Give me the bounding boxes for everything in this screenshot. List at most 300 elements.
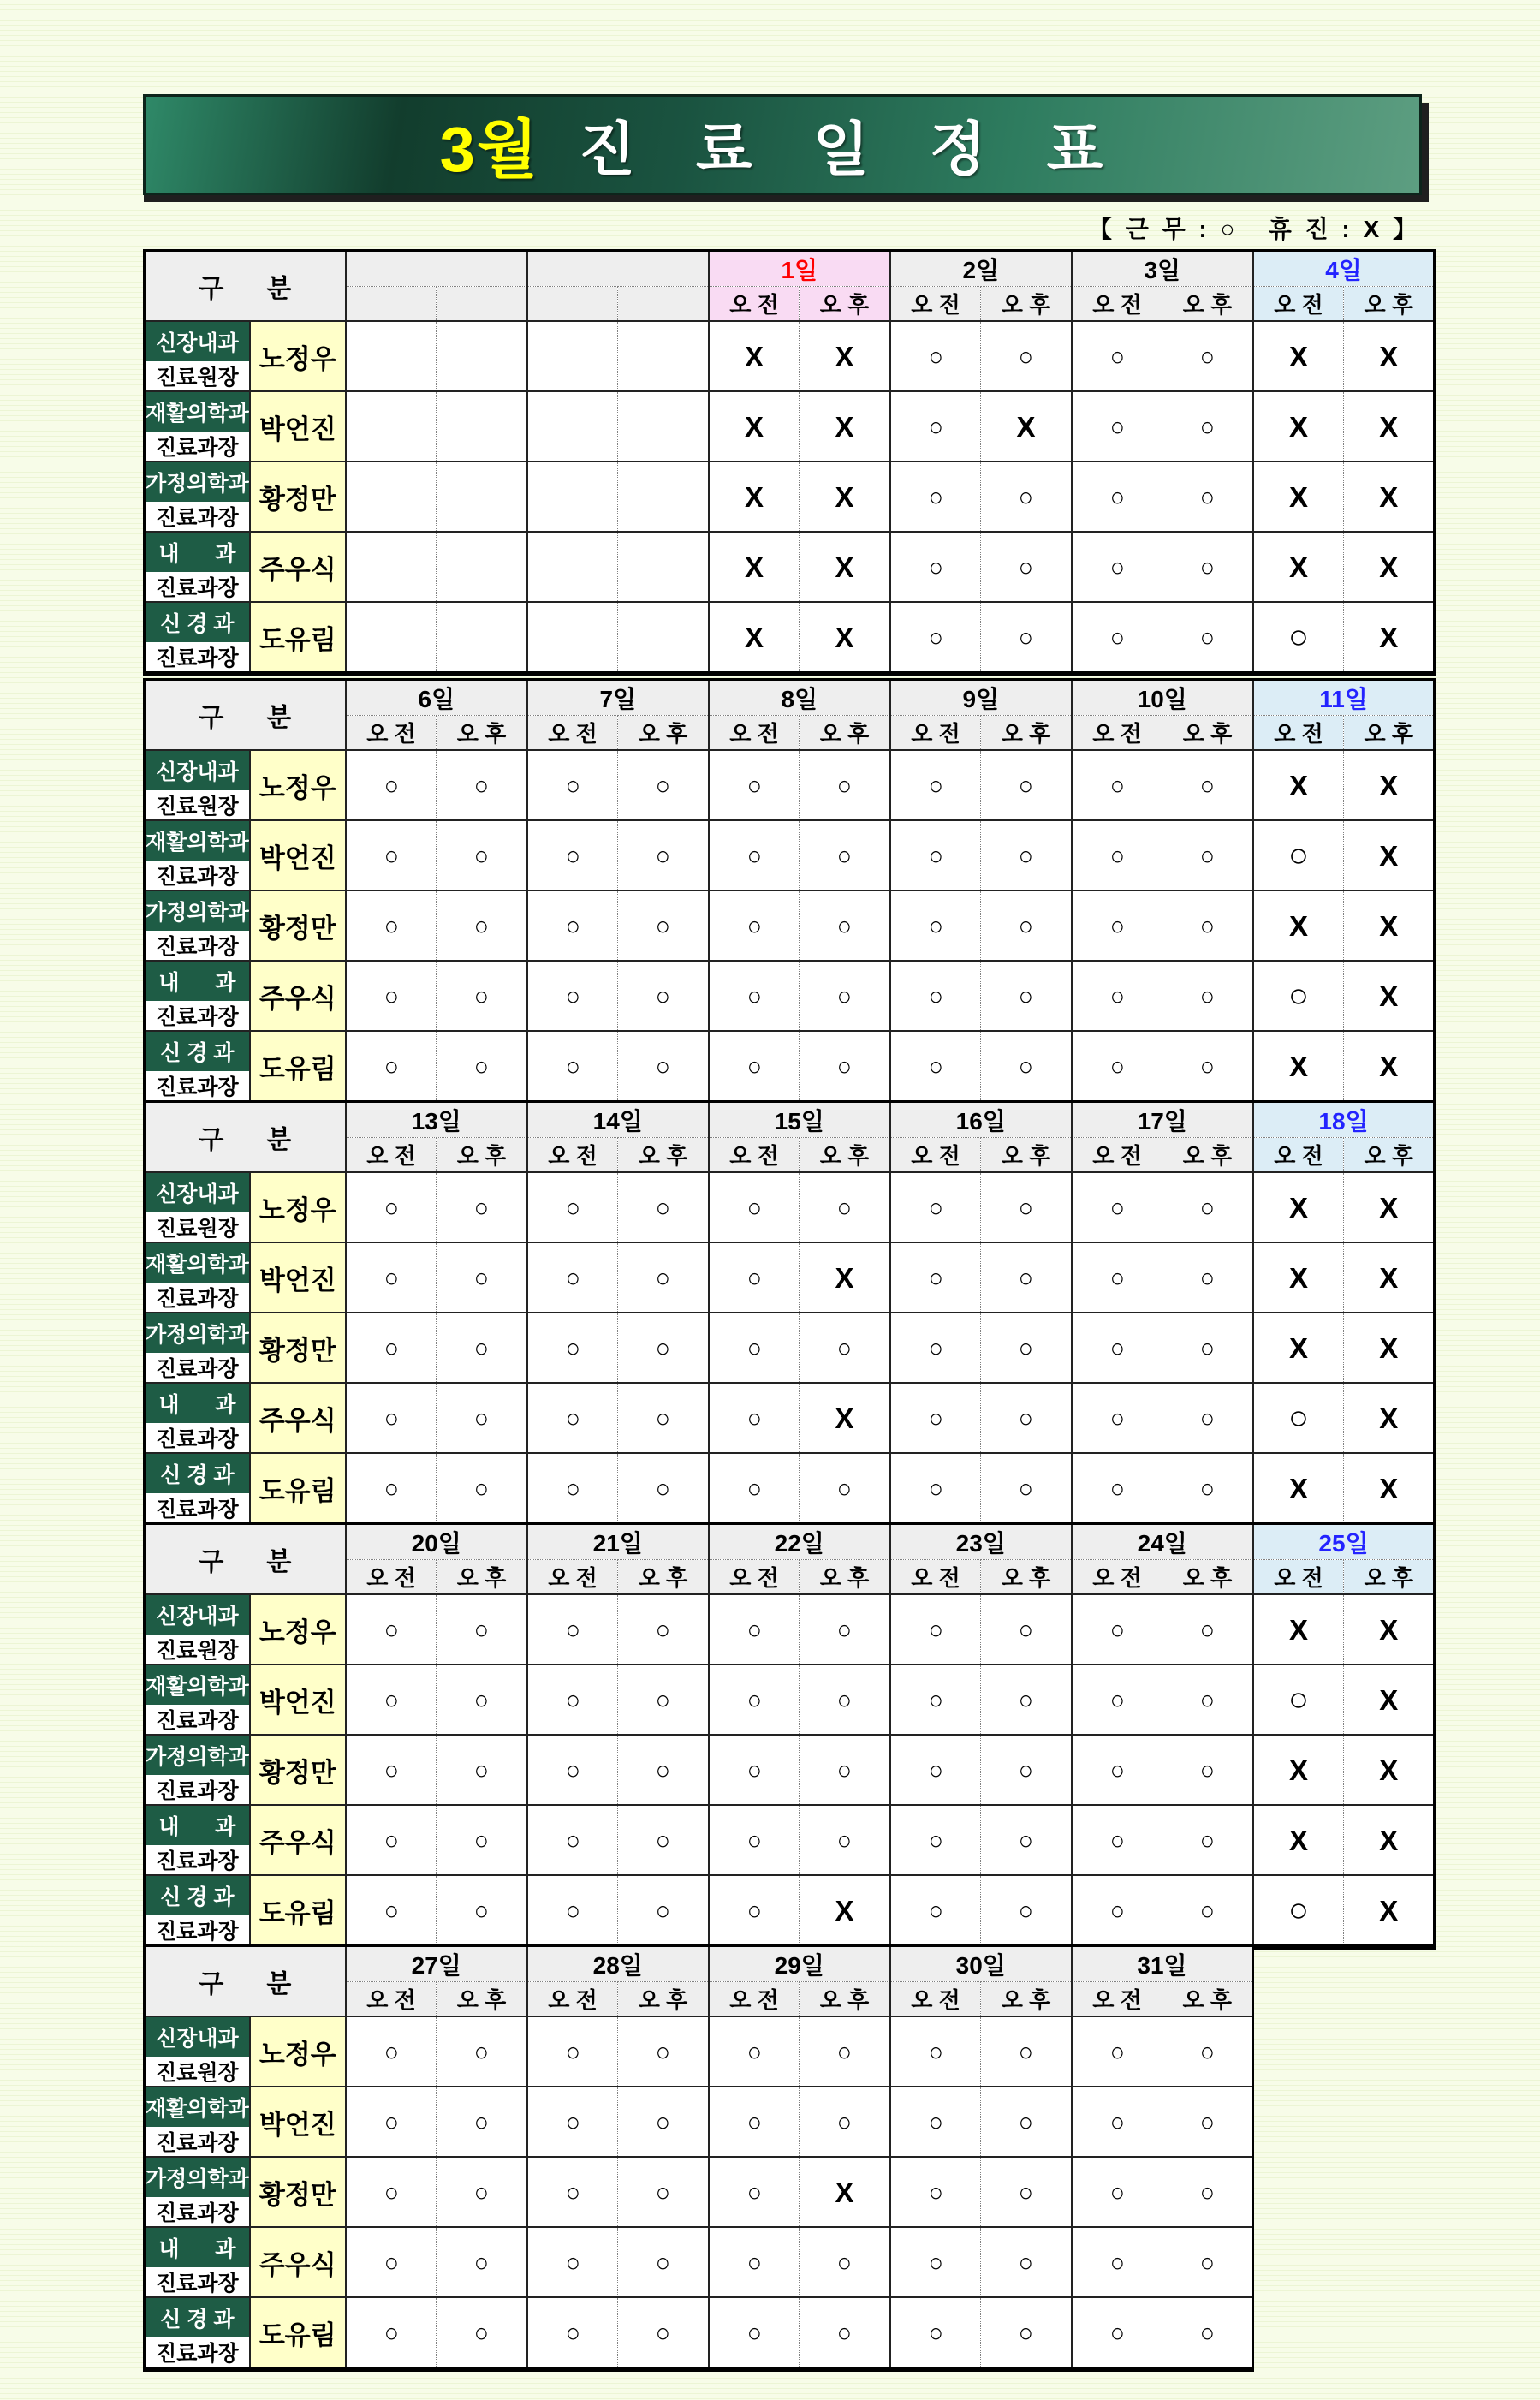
mark-cell: [618, 1031, 709, 1103]
mark-cell: [437, 1805, 527, 1875]
day-header-30일: 30일: [890, 1946, 1072, 1982]
work-mark: ○: [1109, 1262, 1125, 1293]
dept-name-label: 재활의학과: [146, 1243, 249, 1283]
mark-cell: [890, 1594, 981, 1665]
title-banner: [143, 94, 1422, 195]
mark-cell: [618, 2297, 709, 2369]
doctor-row-3: [145, 1735, 1435, 1805]
pm-header: 오 후: [981, 287, 1072, 322]
mark-cell: [709, 321, 800, 391]
dept-name-label: 내 과: [146, 962, 249, 1001]
pm-header: 오 후: [437, 1982, 527, 2017]
mark-cell: [1072, 1735, 1162, 1805]
work-mark: ○: [1109, 1895, 1125, 1926]
doctor-name-cell: 주우식: [250, 532, 346, 602]
work-mark: ○: [1109, 2177, 1125, 2207]
work-mark: ○: [565, 2247, 580, 2278]
work-mark: ○: [836, 2317, 853, 2348]
mark-cell: [618, 820, 709, 890]
doctor-name-cell: 황정만: [250, 1313, 346, 1383]
mark-cell: [618, 321, 709, 391]
dept-title-label: 진료과장: [146, 931, 249, 960]
mark-cell: [437, 1383, 527, 1453]
day-header-8일: 8일: [709, 680, 890, 716]
mark-cell: [890, 2297, 981, 2369]
work-mark: ○: [1018, 910, 1034, 941]
mark-cell: [1344, 1805, 1435, 1875]
mark-cell: [981, 750, 1072, 820]
dept-title-label: 진료과장: [146, 432, 249, 461]
work-mark: ○: [1287, 1891, 1310, 1929]
work-mark: ○: [746, 2177, 762, 2207]
doctor-row-3: [145, 1313, 1435, 1383]
work-mark: ○: [384, 1895, 399, 1926]
schedule-table-4: [143, 1522, 1436, 1950]
mark-cell: [1344, 1031, 1435, 1103]
mark-cell: [1162, 2227, 1253, 2297]
mark-cell: [981, 1453, 1072, 1525]
day-header-14일: 14일: [527, 1102, 709, 1138]
mark-cell: [437, 2087, 527, 2157]
work-mark: ○: [384, 1473, 399, 1504]
work-mark: ○: [1109, 980, 1125, 1011]
offduty-mark: X: [1289, 410, 1309, 443]
mark-cell: [981, 1242, 1072, 1313]
work-mark: ○: [384, 1051, 399, 1081]
schedule-table-1: [143, 249, 1436, 676]
mark-cell: [618, 602, 709, 674]
dept-cell: [145, 532, 250, 602]
work-mark: ○: [1287, 1681, 1310, 1718]
mark-cell: [890, 1383, 981, 1453]
work-mark: ○: [1199, 2247, 1215, 2278]
mark-cell: [527, 1172, 618, 1242]
dept-cell: [145, 2157, 250, 2227]
work-mark: ○: [1018, 2106, 1034, 2137]
work-mark: ○: [473, 1614, 490, 1645]
mark-cell: [1253, 321, 1344, 391]
mark-cell: [709, 820, 800, 890]
offduty-mark: X: [745, 480, 764, 513]
am-header: [527, 287, 618, 322]
day-header-23일: 23일: [890, 1524, 1072, 1560]
doctor-row-1: [145, 1594, 1435, 1665]
work-mark: ○: [384, 1402, 399, 1433]
offduty-mark: X: [1379, 1191, 1399, 1224]
dept-cell: [145, 820, 250, 890]
doctor-name-cell: 황정만: [250, 462, 346, 532]
mark-cell: [890, 820, 981, 890]
dept-title-label: 진료원장: [146, 2057, 249, 2086]
am-header: 오 전: [890, 716, 981, 751]
mark-cell: [437, 1172, 527, 1242]
work-mark: ○: [928, 1614, 943, 1645]
mark-cell: [527, 890, 618, 961]
pm-header: 오 후: [1162, 1982, 1253, 2017]
work-mark: ○: [1199, 1332, 1216, 1363]
mark-cell: [527, 820, 618, 890]
doctor-name-cell: 도유림: [250, 2297, 346, 2369]
mark-cell: [1072, 1594, 1162, 1665]
doctor-name-cell: 박언진: [250, 1665, 346, 1735]
mark-cell: [981, 532, 1072, 602]
work-mark: ○: [1018, 2177, 1034, 2207]
am-header: 오 전: [527, 1138, 618, 1173]
mark-cell: [800, 2016, 890, 2087]
doctor-name-cell: 박언진: [250, 391, 346, 462]
pm-header: 오 후: [437, 1138, 527, 1173]
mark-cell: [1072, 391, 1162, 462]
mark-cell: [709, 1453, 800, 1525]
work-mark: ○: [1109, 551, 1125, 582]
mark-cell: [1253, 890, 1344, 961]
work-mark: ○: [1018, 2247, 1034, 2278]
work-mark: ○: [655, 1473, 671, 1504]
doctor-name-cell: 노정우: [250, 1172, 346, 1242]
mark-cell: [346, 1453, 437, 1525]
mark-cell: [1072, 1665, 1162, 1735]
work-mark: ○: [1018, 840, 1034, 871]
mark-cell: [1072, 2227, 1162, 2297]
mark-cell: [1344, 961, 1435, 1031]
group-header-cell: 구 분: [145, 1524, 346, 1595]
offduty-mark: X: [1289, 769, 1309, 801]
mark-cell: [890, 1172, 981, 1242]
dept-title-label: 진료과장: [146, 1423, 249, 1452]
mark-cell: [437, 2157, 527, 2227]
offduty-mark: X: [745, 340, 764, 372]
work-mark: ○: [928, 411, 943, 442]
am-header: 오 전: [1072, 716, 1162, 751]
work-mark: ○: [565, 1684, 580, 1715]
mark-cell: [800, 462, 890, 532]
work-mark: ○: [473, 980, 490, 1011]
day-header-empty: [527, 251, 709, 287]
mark-cell: [1253, 1665, 1344, 1735]
work-mark: ○: [1018, 622, 1034, 652]
work-mark: ○: [1199, 1895, 1216, 1926]
work-mark: ○: [836, 1754, 853, 1785]
mark-cell: [1344, 1383, 1435, 1453]
doctor-row-5: [145, 1875, 1435, 1947]
mark-cell: [1162, 321, 1253, 391]
pm-header: 오 후: [981, 1560, 1072, 1595]
am-header: 오 전: [1253, 1138, 1344, 1173]
doctor-name-cell: 황정만: [250, 2157, 346, 2227]
mark-cell: [437, 1242, 527, 1313]
work-mark: ○: [655, 1895, 671, 1926]
mark-cell: [800, 1805, 890, 1875]
work-mark: ○: [565, 1051, 580, 1081]
work-mark: ○: [1199, 1614, 1216, 1645]
am-header: 오 전: [527, 1982, 618, 2017]
work-mark: ○: [836, 2247, 853, 2278]
am-header: 오 전: [346, 1560, 437, 1595]
am-header: 오 전: [890, 1138, 981, 1173]
offduty-mark: X: [1289, 1261, 1309, 1294]
mark-cell: [527, 1594, 618, 1665]
work-mark: ○: [928, 1332, 943, 1363]
mark-cell: [800, 1875, 890, 1947]
mark-cell: [981, 1594, 1072, 1665]
mark-cell: [527, 1665, 618, 1735]
mark-cell: [1162, 462, 1253, 532]
mark-cell: [1344, 1665, 1435, 1735]
dept-name-label: 신 경 과: [146, 1032, 249, 1071]
dept-name-label: 재활의학과: [146, 821, 249, 861]
mark-cell: [800, 1453, 890, 1525]
work-mark: ○: [836, 1684, 853, 1715]
mark-cell: [527, 462, 618, 532]
work-mark: ○: [1018, 770, 1034, 801]
am-header: 오 전: [709, 716, 800, 751]
mark-cell: [1344, 1735, 1435, 1805]
mark-cell: [437, 1313, 527, 1383]
dept-cell: [145, 2227, 250, 2297]
offduty-mark: X: [1379, 980, 1399, 1012]
offduty-mark: X: [1379, 769, 1399, 801]
mark-cell: [437, 1735, 527, 1805]
mark-cell: [1344, 321, 1435, 391]
dept-cell: [145, 1453, 250, 1525]
dept-title-label: 진료원장: [146, 790, 249, 819]
work-mark: ○: [928, 1473, 943, 1504]
mark-cell: [346, 2016, 437, 2087]
pm-header: 오 후: [981, 716, 1072, 751]
dept-title-label: 진료과장: [146, 861, 249, 890]
mark-cell: [346, 961, 437, 1031]
mark-cell: [981, 2087, 1072, 2157]
dept-title-label: 진료과장: [146, 1705, 249, 1734]
dept-name-label: 가정의학과: [146, 462, 249, 502]
mark-cell: [346, 321, 437, 391]
work-mark: ○: [1199, 1262, 1216, 1293]
work-mark: ○: [836, 1825, 853, 1855]
work-mark: ○: [1109, 481, 1125, 512]
mark-cell: [981, 961, 1072, 1031]
mark-cell: [981, 602, 1072, 674]
work-mark: ○: [746, 840, 762, 871]
mark-cell: [800, 1031, 890, 1103]
mark-cell: [709, 2157, 800, 2227]
mark-cell: [618, 1313, 709, 1383]
mark-cell: [1072, 532, 1162, 602]
dept-name-label: 내 과: [146, 533, 249, 572]
mark-cell: [527, 2016, 618, 2087]
pm-header: 오 후: [1162, 1138, 1253, 1173]
schedule-table-wrap-2: [143, 678, 1436, 1105]
doctor-row-2: [145, 2087, 1253, 2157]
mark-cell: [709, 2087, 800, 2157]
offduty-mark: X: [745, 551, 764, 583]
work-mark: ○: [928, 481, 943, 512]
work-mark: ○: [1287, 977, 1310, 1015]
mark-cell: [618, 961, 709, 1031]
offduty-mark: X: [1379, 839, 1399, 872]
day-header-7일: 7일: [527, 680, 709, 716]
dept-name-label: 내 과: [146, 2228, 249, 2267]
mark-cell: [1072, 602, 1162, 674]
work-mark: ○: [655, 840, 671, 871]
mark-cell: [800, 602, 890, 674]
mark-cell: [527, 1313, 618, 1383]
dept-cell: [145, 1805, 250, 1875]
dept-name-label: 신장내과: [146, 2017, 249, 2057]
dept-name-label: 신장내과: [146, 1173, 249, 1212]
doctor-name-cell: 황정만: [250, 890, 346, 961]
work-mark: ○: [1109, 1825, 1125, 1855]
day-header-6일: 6일: [346, 680, 527, 716]
work-mark: ○: [746, 1262, 762, 1293]
mark-cell: [981, 1875, 1072, 1947]
mark-cell: [618, 1594, 709, 1665]
work-mark: ○: [928, 551, 943, 582]
doctor-row-2: [145, 820, 1435, 890]
mark-cell: [709, 2227, 800, 2297]
am-header: 오 전: [1072, 1138, 1162, 1173]
mark-cell: [890, 602, 981, 674]
work-mark: ○: [1199, 551, 1216, 582]
offduty-mark: X: [835, 340, 854, 372]
mark-cell: [800, 1665, 890, 1735]
mark-cell: [981, 1383, 1072, 1453]
mark-cell: [437, 2297, 527, 2369]
day-header-25일: 25일: [1253, 1524, 1435, 1560]
offduty-mark: X: [1379, 340, 1399, 372]
work-mark: ○: [836, 1614, 853, 1645]
mark-cell: [527, 1031, 618, 1103]
mark-cell: [800, 1594, 890, 1665]
work-mark: ○: [655, 1051, 671, 1081]
doctor-row-5: [145, 1031, 1435, 1103]
mark-cell: [527, 532, 618, 602]
mark-cell: [1344, 602, 1435, 674]
work-mark: ○: [565, 2036, 580, 2067]
mark-cell: [981, 1665, 1072, 1735]
mark-cell: [981, 820, 1072, 890]
work-mark: ○: [473, 2177, 490, 2207]
mark-cell: [1344, 820, 1435, 890]
mark-cell: [1162, 1594, 1253, 1665]
group-header-cell: 구 분: [145, 1946, 346, 2017]
work-mark: ○: [746, 2036, 762, 2067]
work-mark: ○: [836, 1192, 853, 1223]
schedule-table-2: [143, 678, 1436, 1105]
mark-cell: [437, 1665, 527, 1735]
work-mark: ○: [565, 2317, 580, 2348]
mark-cell: [346, 602, 437, 674]
mark-cell: [618, 2157, 709, 2227]
day-header-4일: 4일: [1253, 251, 1435, 287]
work-mark: ○: [928, 1051, 943, 1081]
mark-cell: [437, 462, 527, 532]
work-mark: ○: [1199, 1051, 1216, 1081]
work-mark: ○: [655, 2177, 671, 2207]
work-mark: ○: [746, 1402, 762, 1433]
mark-cell: [346, 1383, 437, 1453]
mark-cell: [437, 1594, 527, 1665]
work-mark: ○: [565, 1614, 580, 1645]
dept-cell: [145, 1242, 250, 1313]
work-mark: ○: [836, 980, 853, 1011]
work-mark: ○: [1199, 2317, 1215, 2348]
dept-cell: [145, 1665, 250, 1735]
work-mark: ○: [1109, 1332, 1125, 1363]
work-mark: ○: [1018, 1473, 1034, 1504]
pm-header: 오 후: [800, 1560, 890, 1595]
work-mark: ○: [928, 341, 943, 372]
doctor-name-cell: 도유림: [250, 1875, 346, 1947]
work-mark: ○: [746, 980, 762, 1011]
mark-cell: [437, 750, 527, 820]
doctor-row-4: [145, 2227, 1253, 2297]
mark-cell: [437, 2227, 527, 2297]
offduty-mark: X: [1379, 1050, 1399, 1082]
mark-cell: [709, 1031, 800, 1103]
mark-cell: [709, 602, 800, 674]
work-mark: ○: [655, 2036, 671, 2067]
doctor-name-cell: 노정우: [250, 2016, 346, 2087]
dept-cell: [145, 391, 250, 462]
mark-cell: [1253, 820, 1344, 890]
offduty-mark: X: [745, 621, 764, 653]
work-mark: ○: [384, 2317, 399, 2348]
mark-cell: [618, 1383, 709, 1453]
mark-cell: [800, 750, 890, 820]
work-mark: ○: [928, 1825, 943, 1855]
work-mark: ○: [473, 770, 490, 801]
offduty-mark: X: [745, 410, 764, 443]
work-mark: ○: [384, 1192, 399, 1223]
mark-cell: [346, 1313, 437, 1383]
dept-title-label: 진료원장: [146, 1212, 249, 1242]
mark-cell: [1253, 532, 1344, 602]
schedule-table-wrap-4: [143, 1522, 1436, 1950]
work-mark: ○: [565, 1895, 580, 1926]
dept-cell: [145, 1875, 250, 1947]
work-mark: ○: [836, 910, 853, 941]
mark-cell: [1253, 1805, 1344, 1875]
doctor-row-1: [145, 321, 1435, 391]
offduty-mark: X: [1016, 410, 1036, 443]
work-mark: ○: [746, 2317, 762, 2348]
work-mark: ○: [746, 1473, 762, 1504]
mark-cell: [1344, 1172, 1435, 1242]
pm-header: 오 후: [1344, 1560, 1435, 1595]
doctor-name-cell: 박언진: [250, 2087, 346, 2157]
work-mark: ○: [565, 1192, 580, 1223]
doctor-name-cell: 도유림: [250, 602, 346, 674]
work-mark: ○: [473, 1051, 490, 1081]
mark-cell: [800, 1172, 890, 1242]
work-mark: ○: [836, 1332, 853, 1363]
mark-cell: [437, 602, 527, 674]
doctor-name-cell: 주우식: [250, 1383, 346, 1453]
am-header: 오 전: [890, 1560, 981, 1595]
mark-cell: [800, 532, 890, 602]
work-mark: ○: [384, 1332, 399, 1363]
mark-cell: [709, 1735, 800, 1805]
work-mark: ○: [1199, 341, 1216, 372]
offduty-mark: X: [1289, 1824, 1309, 1856]
doctor-row-3: [145, 890, 1435, 961]
day-header-29일: 29일: [709, 1946, 890, 1982]
dept-title-label: 진료과장: [146, 1915, 249, 1944]
mark-cell: [527, 961, 618, 1031]
mark-cell: [346, 1875, 437, 1947]
mark-cell: [618, 2087, 709, 2157]
mark-cell: [346, 1594, 437, 1665]
